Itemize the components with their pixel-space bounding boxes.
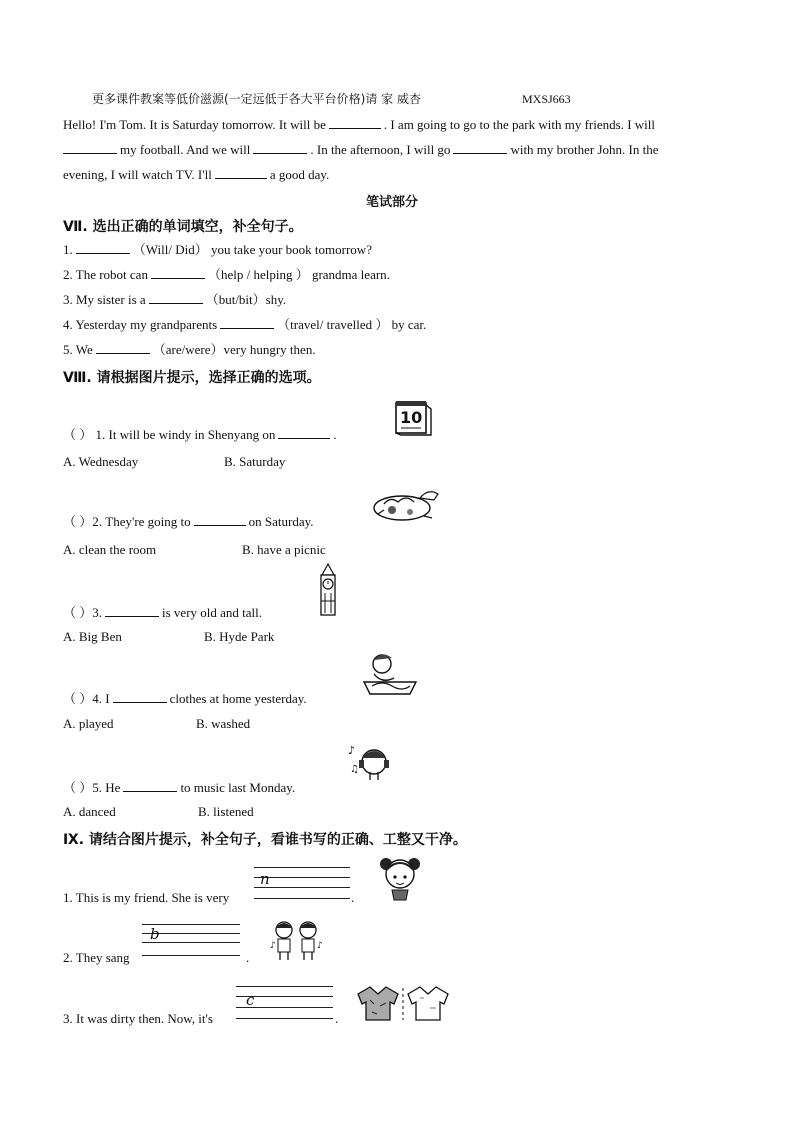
passage-text: my football. And we will [120, 142, 251, 157]
question-text: 4. I [92, 691, 110, 706]
calendar-number: 10 [400, 408, 423, 427]
option-b[interactable]: B. have a picnic [242, 542, 326, 557]
picnic-icon [370, 484, 444, 526]
question-text: 1. [63, 242, 73, 257]
header-code: MXSJ663 [522, 92, 571, 106]
question-row [63, 317, 426, 333]
calendar-icon [393, 397, 435, 437]
handwriting-lines[interactable] [142, 921, 240, 961]
question-text: （are/were）very hungry then. [152, 342, 316, 357]
passage-text: . In the afternoon, I will go [310, 142, 451, 157]
answer-parentheses[interactable]: （ ） [63, 605, 93, 620]
passage-line-3 [63, 167, 329, 183]
option-a[interactable]: A. danced [63, 804, 116, 819]
passage-text: Hello! I'm Tom. It is Saturday tomorrow. It will be [63, 117, 326, 132]
written-section-title: 笔试部分 [366, 195, 419, 210]
question-text: （but/bit）shy. [205, 292, 287, 307]
answer-blank[interactable] [149, 292, 203, 304]
listening-music-icon [346, 742, 394, 782]
writing-prompt: 2. They sang [63, 950, 130, 965]
svg-text:♫: ♫ [350, 764, 359, 775]
big-ben-icon [314, 563, 342, 617]
passage-line-1 [63, 117, 655, 133]
option-b[interactable]: B. Hyde Park [204, 629, 275, 644]
option-a[interactable]: A. played [63, 716, 114, 731]
passage-text: . I am going to go to the park with my friends. I will [383, 117, 655, 132]
passage-text: evening, I will watch TV. I'll [63, 167, 212, 182]
answer-blank[interactable] [96, 342, 150, 354]
section-9-title: Ⅸ. 请结合图片提示，补全句子，看谁书写的正确、工整又干净。 [63, 832, 467, 848]
answer-blank[interactable] [220, 317, 274, 329]
svg-text:♪: ♪ [317, 941, 323, 951]
section-8-title: Ⅷ. 请根据图片提示，选择正确的选项。 [63, 370, 321, 386]
svg-text:♪: ♪ [348, 744, 356, 757]
question-text: 3. My sister is a [63, 292, 146, 307]
answer-blank[interactable] [105, 605, 159, 617]
question-row [63, 427, 337, 443]
option-a[interactable]: A. Wednesday [63, 454, 139, 469]
sentence-end: . [335, 1011, 339, 1026]
answer-blank[interactable] [123, 780, 177, 792]
answer-parentheses[interactable]: （ ） [63, 691, 93, 706]
answer-blank[interactable] [253, 142, 307, 154]
children-singing-icon [270, 918, 324, 964]
question-text: （Will/ Did） you take your book tomorrow? [132, 242, 372, 257]
question-text: （help / helping ） grandma learn. [207, 267, 390, 282]
answer-blank[interactable] [329, 117, 381, 129]
answer-blank[interactable] [194, 514, 246, 526]
option-b[interactable]: B. listened [198, 804, 254, 819]
answer-blank[interactable] [151, 267, 205, 279]
question-text: . [333, 427, 337, 442]
answer-blank[interactable] [63, 142, 117, 154]
passage-text: with my brother John. In the [510, 142, 659, 157]
passage-text: a good day. [269, 167, 330, 182]
question-text: 5. He [92, 780, 121, 795]
question-row [63, 342, 316, 358]
dirty-clean-clothes-icon [354, 984, 452, 1024]
answer-blank[interactable] [76, 242, 130, 254]
answer-blank[interactable] [278, 427, 330, 439]
handwriting-lines[interactable] [254, 864, 350, 904]
svg-text:♪: ♪ [270, 941, 276, 951]
answer-parentheses[interactable]: （ ） [63, 427, 93, 442]
question-text: clothes at home yesterday. [169, 691, 307, 706]
hint-letter: c [246, 991, 255, 1009]
question-text: 1. It will be windy in Shenyang on [95, 427, 276, 442]
header-text: 更多课件教案等低价滋源(一定远低于各大平台价格)请 家 威杏 [92, 92, 421, 106]
question-text: 2. They're going to [92, 514, 191, 529]
question-text: 2. The robot can [63, 267, 148, 282]
writing-prompt: 3. It was dirty then. Now, it's [63, 1011, 213, 1026]
answer-blank[interactable] [215, 167, 267, 179]
question-text: 3. [92, 605, 103, 620]
option-a[interactable]: A. Big Ben [63, 629, 122, 644]
answer-parentheses[interactable]: （ ） [63, 514, 93, 529]
option-a[interactable]: A. clean the room [63, 542, 157, 557]
section-7-title: Ⅶ. 选出正确的单词填空，补全句子。 [63, 219, 303, 235]
girl-icon [378, 854, 422, 902]
washing-clothes-icon [360, 652, 420, 698]
question-text: 4. Yesterday my grandparents [63, 317, 218, 332]
question-row [63, 514, 314, 530]
hint-letter: b [150, 925, 160, 943]
sentence-end: . [351, 890, 355, 905]
question-row [63, 242, 372, 258]
question-row [63, 605, 262, 621]
question-row [63, 267, 390, 283]
question-row [63, 691, 307, 707]
question-row [63, 780, 295, 796]
sentence-end: . [246, 950, 250, 965]
passage-line-2 [63, 142, 658, 158]
answer-blank[interactable] [113, 691, 167, 703]
question-text: on Saturday. [248, 514, 314, 529]
question-row [63, 292, 286, 308]
option-b[interactable]: B. washed [196, 716, 251, 731]
option-b[interactable]: B. Saturday [224, 454, 286, 469]
hint-letter: n [260, 870, 270, 888]
answer-blank[interactable] [453, 142, 507, 154]
writing-prompt: 1. This is my friend. She is very [63, 890, 230, 905]
answer-parentheses[interactable]: （ ） [63, 780, 93, 795]
question-text: 5. We [63, 342, 93, 357]
question-text: is very old and tall. [162, 605, 263, 620]
question-text: to music last Monday. [180, 780, 296, 795]
question-text: （travel/ travelled ） by car. [277, 317, 427, 332]
handwriting-lines[interactable] [236, 983, 333, 1023]
